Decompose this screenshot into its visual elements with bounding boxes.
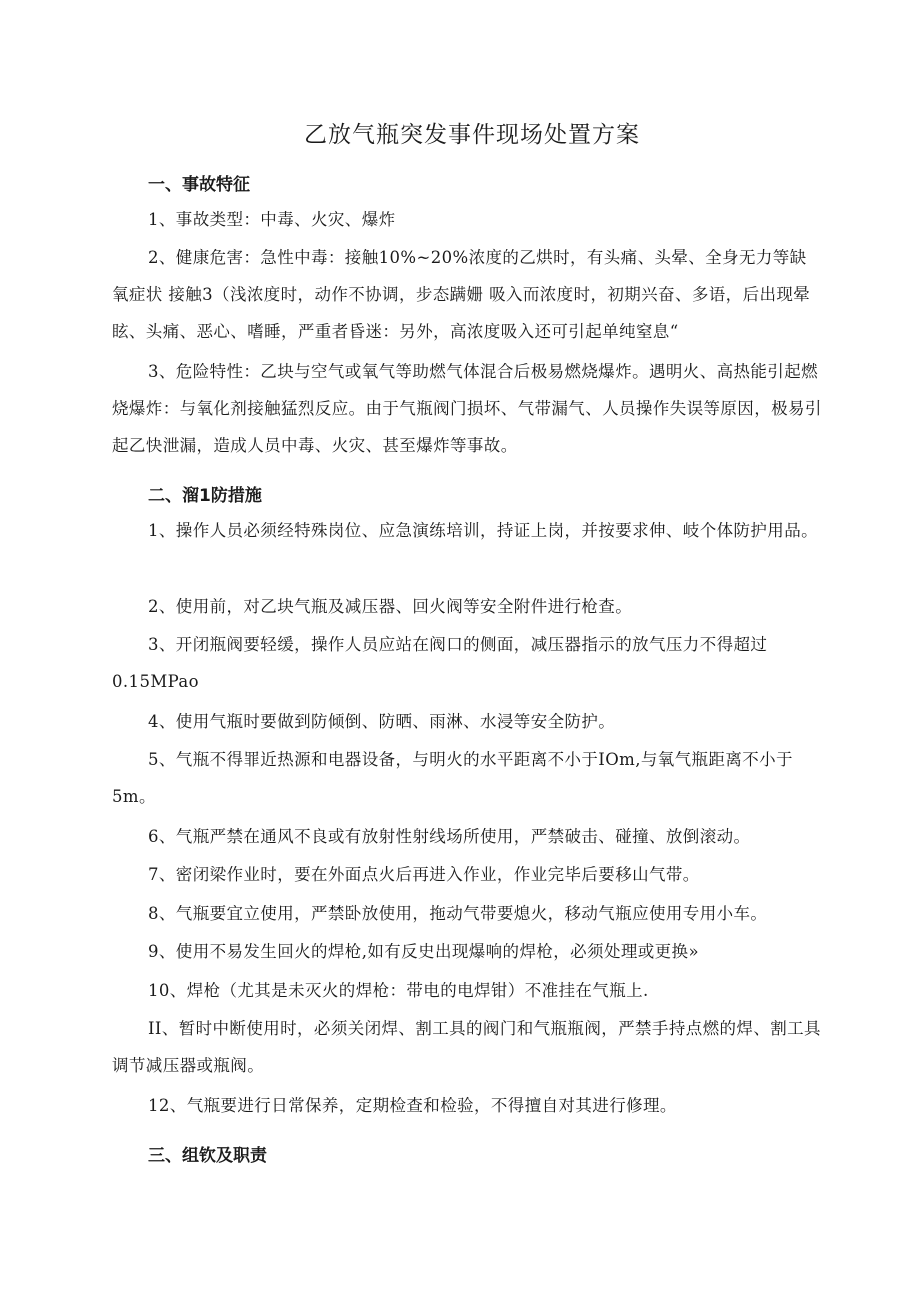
paragraph-health-hazard: 2、健康危害：急性中毒：接触10%~20%浓度的乙烘时，有头痛、头晕、全身无力等缺氧症状 接触3（浅浓度时，动作不协调，步态蹒姗 吸入而浓度时，初期兴奋、多语，后出现晕眩、头痛、恶心、嗜睡，严重者昏迷：另外，高浓度吸入还可引起单纯窒息“: [112, 248, 811, 341]
paragraph-hazard-characteristics: 3、危险特性：乙块与空气或氧气等助燃气体混合后极易燃烧爆炸。遇明火、高热能引起燃烧爆炸：与氧化剂接触猛烈反应。由于气瓶阀门损坏、气带漏气、人员操作失误等原因，极易引起乙快泄漏，造成人员中毒、火灾、甚至爆炸等事故。: [112, 362, 822, 455]
paragraph-measure-5: 5、气瓶不得罪近热源和电器设备，与明火的水平距离不小于IOm,与氧气瓶距离不小于5m。: [112, 750, 793, 806]
paragraph-accident-type: 1、事故类型：中毒、火灾、爆炸: [148, 210, 396, 229]
page-title: 乙放气瓶突发事件现场处置方案: [304, 122, 640, 148]
paragraph-measure-2: 2、使用前，对乙块气瓶及减压器、回火阀等安全附件进行枪查。: [148, 597, 633, 616]
section-heading-prevention-measures: 二、溜1防措施: [148, 486, 262, 506]
paragraph-measure-6: 6、气瓶严禁在通风不良或有放射性射线场所使用，严禁破击、碰撞、放倒滚动。: [148, 827, 751, 846]
paragraph-measure-10: 10、焊枪（尤其是未灭火的焊枪：带电的电焊钳）不准挂在气瓶上.: [148, 981, 649, 1000]
paragraph-measure-9: 9、使用不易发生回火的焊枪,如有反史出现爆响的焊枪，必须处理或更换»: [148, 942, 699, 961]
paragraph-measure-4: 4、使用气瓶时要做到防倾倒、防晒、雨淋、水浸等安全防护。: [148, 712, 616, 731]
paragraph-measure-11: II、暂时中断使用时，必须关闭焊、割工具的阀门和气瓶瓶阀，严禁手持点燃的焊、割工具调节减压器或瓶阀。: [112, 1019, 821, 1075]
paragraph-measure-1: 1、操作人员必须经特殊岗位、应急演练培训，持证上岗，并按要求伸、岐个体防护用品。: [148, 521, 818, 540]
section-heading-accident-features: 一、事故特征: [148, 175, 250, 195]
paragraph-measure-8: 8、气瓶要宜立使用，严禁卧放使用，拖动气带要熄火，移动气瓶应使用专用小车。: [148, 904, 768, 923]
paragraph-measure-12: 12、气瓶要进行日常保养，定期检查和检验，不得擅自对其进行修理。: [148, 1096, 677, 1115]
paragraph-measure-7: 7、密闭梁作业时，要在外面点火后再进入作业，作业完毕后要移山气带。: [148, 865, 700, 884]
paragraph-measure-3: 3、开闭瓶阀要轻缓，操作人员应站在阀口的侧面，减压器指示的放气压力不得超过0.15MPao: [112, 635, 768, 691]
section-heading-organization-duties: 三、组钦及职责: [148, 1146, 267, 1166]
